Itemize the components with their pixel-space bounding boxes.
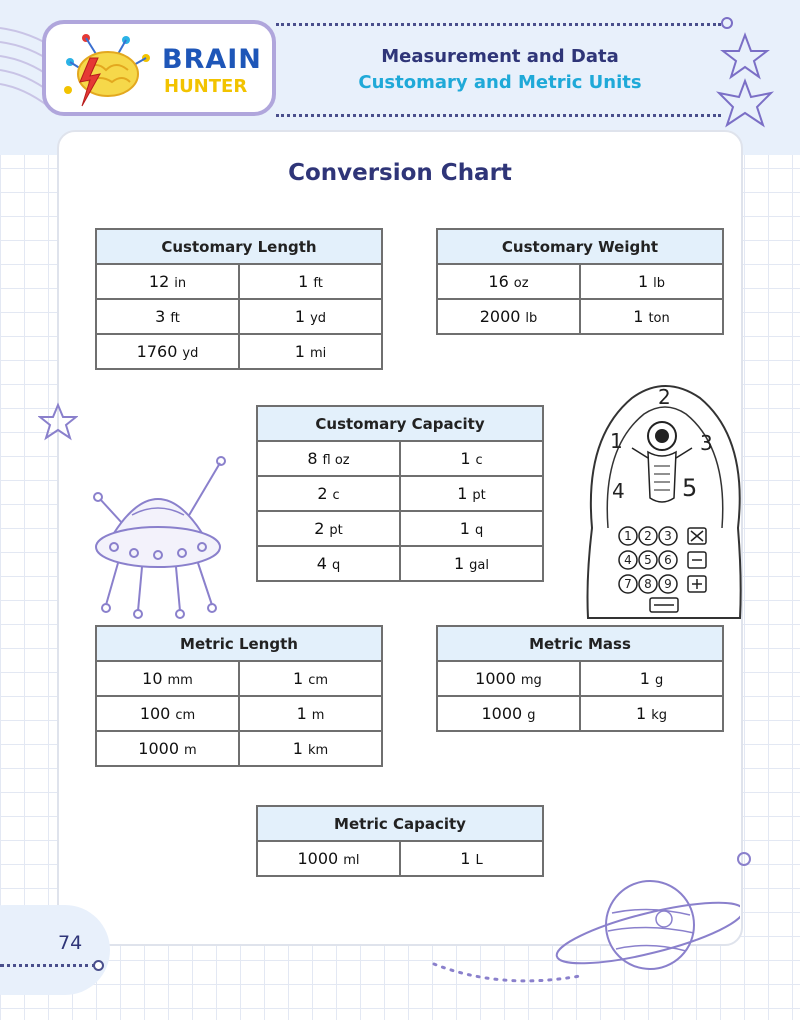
table-cell: 2 c xyxy=(257,476,400,511)
page-subtitle: Customary and Metric Units xyxy=(358,72,642,93)
brain-logo-icon xyxy=(56,32,156,110)
table-cell: 12 in xyxy=(96,264,239,299)
brand-logo xyxy=(42,20,276,116)
table-cell: 1 g xyxy=(580,661,723,696)
ufo-icon xyxy=(92,455,242,620)
table-cell: 1000 mg xyxy=(437,661,580,696)
dotted-trail-icon xyxy=(430,960,590,990)
table-row xyxy=(96,299,382,334)
table-cell: 2 pt xyxy=(257,511,400,546)
svg-text:2: 2 xyxy=(658,385,671,409)
svg-text:4: 4 xyxy=(624,553,632,567)
table-cell: 4 q xyxy=(257,546,400,581)
logo-hunter-text: HUNTER xyxy=(164,76,248,97)
svg-text:5: 5 xyxy=(644,553,652,567)
table-cell: 1 ft xyxy=(239,264,382,299)
footer-dot xyxy=(93,960,104,971)
table-cell: 1000 g xyxy=(437,696,580,731)
svg-text:3: 3 xyxy=(664,529,672,543)
header-divider-bottom xyxy=(276,114,721,117)
logo-brain-text: BRAIN xyxy=(162,44,262,75)
metric-capacity-table xyxy=(256,805,544,877)
table-row xyxy=(257,546,543,581)
table-row xyxy=(96,334,382,369)
svg-text:3: 3 xyxy=(700,431,713,455)
table-header: Metric Length xyxy=(96,626,382,661)
table-cell: 1 km xyxy=(239,731,382,766)
table-row xyxy=(96,661,382,696)
calculator-monster-icon xyxy=(582,378,748,623)
table-cell: 1 q xyxy=(400,511,543,546)
table-cell: 1000 ml xyxy=(257,841,400,876)
table-header: Metric Capacity xyxy=(257,806,543,841)
header-divider-top xyxy=(276,23,721,26)
circle-icon xyxy=(735,850,753,868)
table-header: Customary Weight xyxy=(437,229,723,264)
svg-text:4: 4 xyxy=(612,479,625,503)
table-header: Metric Mass xyxy=(437,626,723,661)
table-header: Customary Capacity xyxy=(257,406,543,441)
svg-text:8: 8 xyxy=(644,577,652,591)
table-row xyxy=(257,476,543,511)
customary-weight-table xyxy=(436,228,724,335)
svg-text:1: 1 xyxy=(610,429,623,453)
table-cell: 10 mm xyxy=(96,661,239,696)
table-cell: 1 pt xyxy=(400,476,543,511)
table-row xyxy=(257,841,543,876)
svg-text:1: 1 xyxy=(624,529,632,543)
footer-divider xyxy=(0,964,96,967)
table-cell: 1 yd xyxy=(239,299,382,334)
table-cell: 1760 yd xyxy=(96,334,239,369)
table-cell: 2000 lb xyxy=(437,299,580,334)
table-row xyxy=(257,511,543,546)
page-title: Measurement and Data xyxy=(381,46,619,67)
table-row xyxy=(437,264,723,299)
metric-length-table xyxy=(95,625,383,767)
svg-text:2: 2 xyxy=(644,529,652,543)
customary-length-table xyxy=(95,228,383,370)
table-cell: 1000 m xyxy=(96,731,239,766)
table-row xyxy=(96,731,382,766)
table-cell: 1 cm xyxy=(239,661,382,696)
chart-title: Conversion Chart xyxy=(288,160,512,186)
table-cell: 16 oz xyxy=(437,264,580,299)
table-row xyxy=(96,696,382,731)
metric-mass-table xyxy=(436,625,724,732)
table-cell: 1 mi xyxy=(239,334,382,369)
table-cell: 1 ton xyxy=(580,299,723,334)
table-row xyxy=(96,264,382,299)
customary-capacity-table xyxy=(256,405,544,582)
footer-blob xyxy=(0,905,110,995)
table-row xyxy=(257,441,543,476)
table-cell: 3 ft xyxy=(96,299,239,334)
table-row xyxy=(437,696,723,731)
svg-text:9: 9 xyxy=(664,577,672,591)
table-header: Customary Length xyxy=(96,229,382,264)
table-cell: 1 kg xyxy=(580,696,723,731)
svg-text:5: 5 xyxy=(682,474,698,502)
table-cell: 1 m xyxy=(239,696,382,731)
table-cell: 1 L xyxy=(400,841,543,876)
table-cell: 1 lb xyxy=(580,264,723,299)
stars-icon xyxy=(705,15,785,135)
table-cell: 100 cm xyxy=(96,696,239,731)
page-number: 74 xyxy=(58,932,83,954)
table-row xyxy=(437,299,723,334)
table-cell: 1 c xyxy=(400,441,543,476)
svg-text:6: 6 xyxy=(664,553,672,567)
table-cell: 8 fl oz xyxy=(257,441,400,476)
table-cell: 1 gal xyxy=(400,546,543,581)
star-icon xyxy=(38,402,78,442)
svg-text:7: 7 xyxy=(624,577,632,591)
table-row xyxy=(437,661,723,696)
